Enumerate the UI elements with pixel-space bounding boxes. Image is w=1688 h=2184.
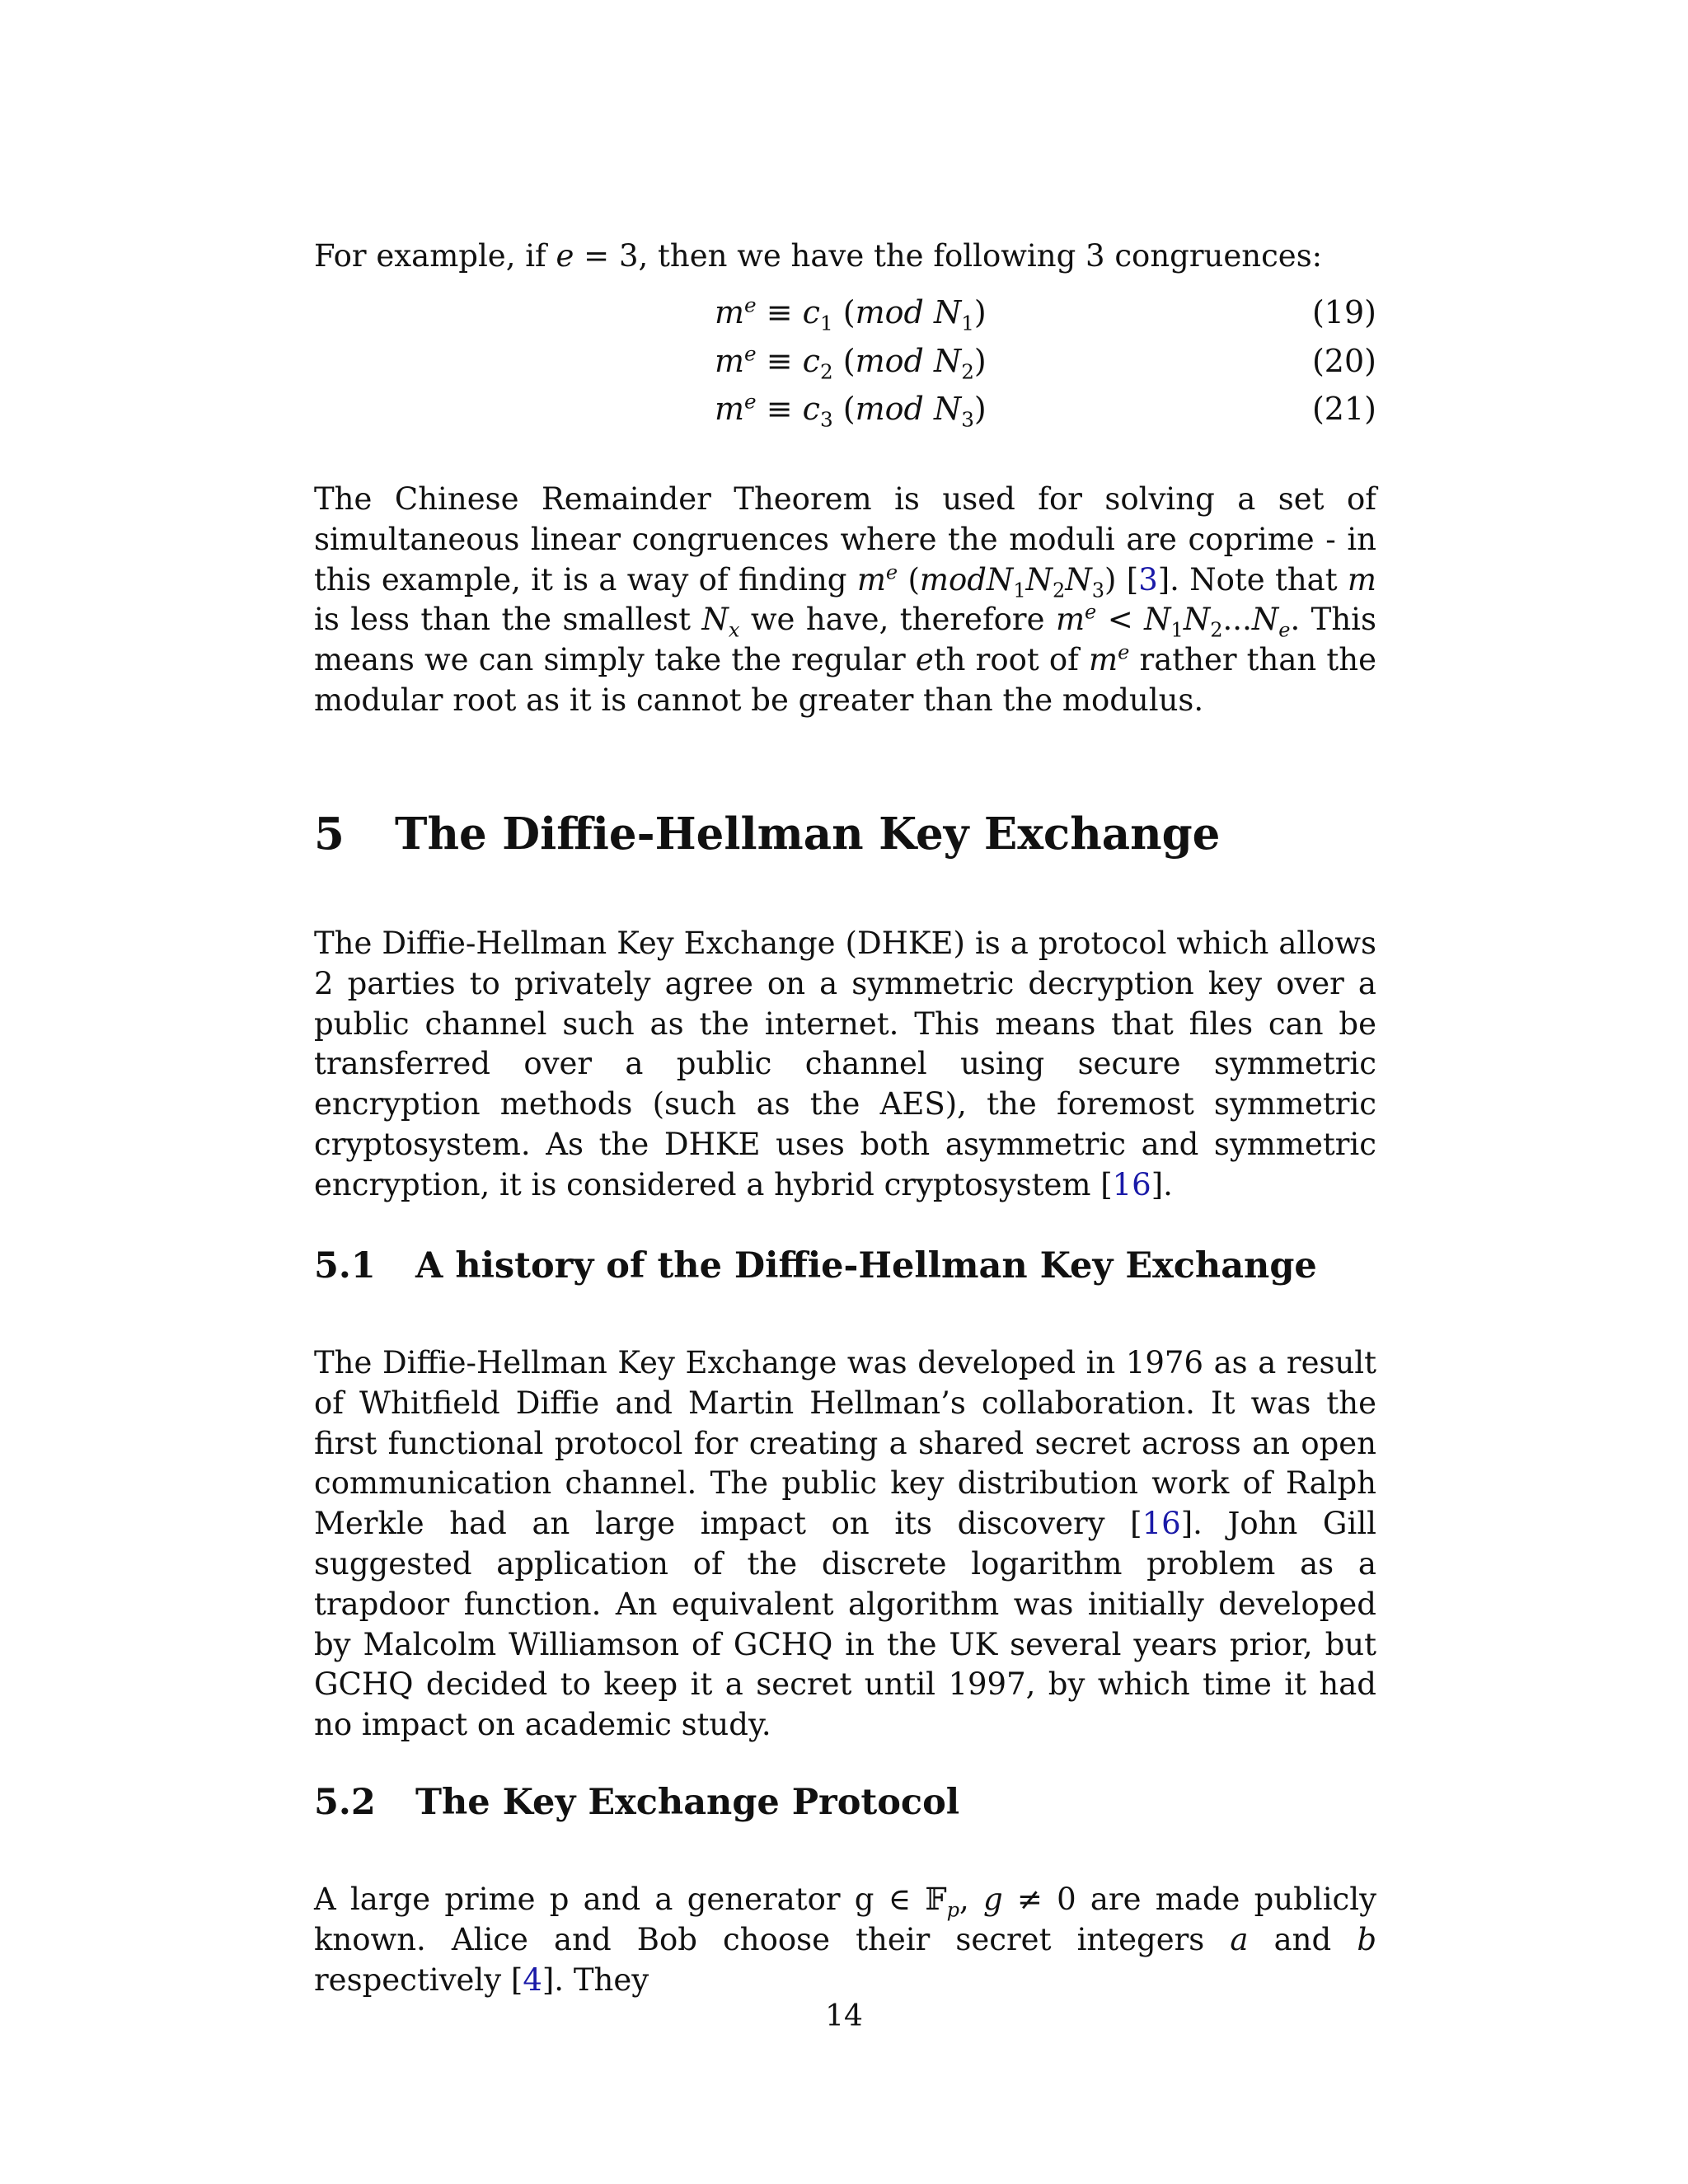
section-5-2-paragraph: A large prime p and a generator g ∈ 𝔽$_p$, g ≠ 0 are made publicly known. Alice and Bob choose their secret integers a and b respectively [4]. They [314,1882,1376,1998]
section-5-1-heading [314,1244,1376,1287]
section-5-paragraph: The Diffie-Hellman Key Exchange (DHKE) is a protocol which allows 2 parties to privately agree on a symmetric decryption key over a public channel such as the internet. This means that files can be transferred over a public channel using secure symmetric encryption methods (such as the AES), the foremost symmetric cryptosystem. As the DHKE uses both asymmetric and symmetric encryption, it is considered a hybrid cryptosystem [16]. [314,926,1376,1202]
page-number: 14 [825,1999,863,2033]
citation-link[interactable]: 16 [1112,1166,1151,1202]
section-5-2-heading [314,1781,1376,1824]
equation-number: (19) [1311,294,1376,330]
equation-expression: $m^e \equiv c_1$ (mod $N_1$) [715,293,987,335]
section-number: 5.2 [314,1782,376,1823]
citation-link[interactable]: 16 [1142,1506,1181,1542]
equation-expression: $m^e \equiv c_2$ (mod $N_2$) [715,340,987,384]
crt-paragraph: The Chinese Remainder Theorem is used for solving a set of simultaneous linear congruences where the moduli are coprime - in this example, it is a way of finding $m^e$ $(modN_1N_2N_3)$ [3]. Note that m is less than the smallest $N_x$ we have, therefore $m^e < N_1N_2...N_e$. This means we can simply take the regular eth root of $m^e$ rather than the modular root as it is cannot be greater than the modulus. [314,481,1377,718]
section-5-1-paragraph: The Diffie-Hellman Key Exchange was developed in 1976 as a result of Whitfield Diffie and Martin Hellman’s collaboration. It was the first functional protocol for creating a shared secret across an open communication channel. The public key distribution work of Ralph Merkle had an large impact on its discovery [16]. John Gill suggested application of the discrete logarithm problem as a trapdoor function. An equivalent algorithm was initially developed by Malcolm Williamson of GCHQ in the UK several years prior, but GCHQ decided to keep it a secret until 1997, by which time it had no impact on academic study. [314,1345,1376,1743]
equation-19 [314,294,1376,343]
equation-expression: $m^e \equiv c_3$ (mod $N_3$) [715,389,987,432]
intro-sentence: For example, if e = 3, then we have the following 3 congruences: [314,238,1323,274]
congruence-equations [314,294,1376,439]
section-title: A history of the Diffie-Hellman Key Exchange [415,1245,1317,1286]
equation-21 [314,391,1376,439]
section-number: 5.1 [314,1245,376,1286]
section-title: The Key Exchange Protocol [415,1782,960,1823]
equation-number: (21) [1311,391,1376,427]
equation-number: (20) [1311,342,1376,379]
section-number: 5 [314,808,345,860]
citation-link[interactable]: 3 [1138,561,1158,598]
equation-20 [314,340,1376,391]
section-5-heading [314,809,1376,859]
section-title: The Diffie-Hellman Key Exchange [395,808,1221,860]
citation-link[interactable]: 4 [523,1961,542,1998]
